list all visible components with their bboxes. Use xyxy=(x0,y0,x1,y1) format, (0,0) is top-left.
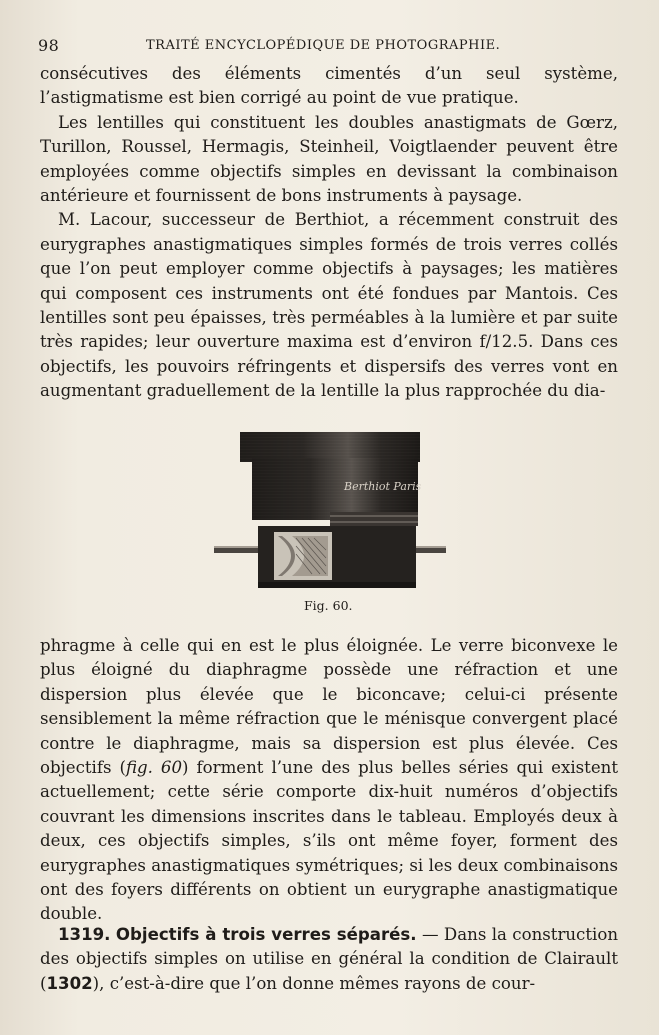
text-block-bottom xyxy=(40,634,618,927)
engraving-text: Berthiot Paris xyxy=(344,480,422,493)
page-number: 98 xyxy=(38,36,60,55)
lens-engraving xyxy=(212,428,448,593)
running-title: TRAITÉ ENCYCLOPÉDIQUE DE PHOTOGRAPHIE. xyxy=(146,38,501,53)
figure-reference: fig. 60 xyxy=(125,758,183,778)
section-title: Objectifs à trois verres séparés. xyxy=(115,925,417,944)
paragraph-diaphragm xyxy=(40,634,618,927)
section-1319 xyxy=(40,923,618,996)
figure-caption: Fig. 60. xyxy=(304,598,353,613)
section-text-1: — Dans la construction des objectifs simples on utilise en général la condition de Clairault ( xyxy=(40,925,619,993)
paragraph-continuation: consécutives des éléments cimentés d’un seul système, l’astigmatisme est bien corrigé au point de vue pratique. xyxy=(40,64,618,108)
paragraph-text-1: phragme à celle qui en est le plus éloignée. Le verre biconvexe le plus éloigné du diaphragme possède une réfraction et une dispersion plus élevée que le biconcave; celui-ci présente sensiblement la même réfraction que le ménisque convergent placé contre le diaphragme, mais sa dispersion est plus élevée. Ces objectifs ( xyxy=(40,636,618,778)
text-block-top xyxy=(40,62,618,404)
paragraph-lenses: Les lentilles qui constituent les doubles anastigmats de Gœrz, Turillon, Roussel, Hermagis, Steinheil, Voigtlaender peuvent être employées comme objectifs simples en devissant la combinaison antérieure et fournissent de bons instruments à paysage. xyxy=(40,112,618,206)
page-header xyxy=(38,36,619,56)
cross-reference: 1302 xyxy=(46,973,93,993)
section-text-2: ), c’est-à-dire que l’on donne mêmes rayons de cour- xyxy=(92,973,536,993)
paragraph-lacour: M. Lacour, successeur de Berthiot, a récemment construit des eurygraphes anastigmatiques simples formés de trois verres collés que l’on peut employer comme objectifs à paysages; les matières qui composent ces instruments ont été fondues par Mantois. Ces lentilles sont peu épaisses, très perméables à la lumière et par suite très rapides; leur ouverture maxima est d’environ f/12.5. Dans ces objectifs, les pouvoirs réfringents et dispersifs des verres vont en augmentant graduellement de la lentille la plus rapprochée du dia- xyxy=(40,210,618,401)
section-paragraph xyxy=(40,923,618,996)
section-number: 1319. xyxy=(58,925,111,944)
paragraph-text-2: ) forment l’une des plus belles séries qui existent actuellement; cette série comporte dix-huit numéros d’objectifs couvrant les dimensions inscrites dans le tableau. Employés deux à deux, ces objectifs simples, s’ils ont même foyer, forment des eurygraphes anastigmatiques symétriques; si les deux combinaisons ont des foyers différents on obtient un eurygraphe anastigmatique double. xyxy=(40,758,618,924)
lens-illustration xyxy=(212,428,448,593)
